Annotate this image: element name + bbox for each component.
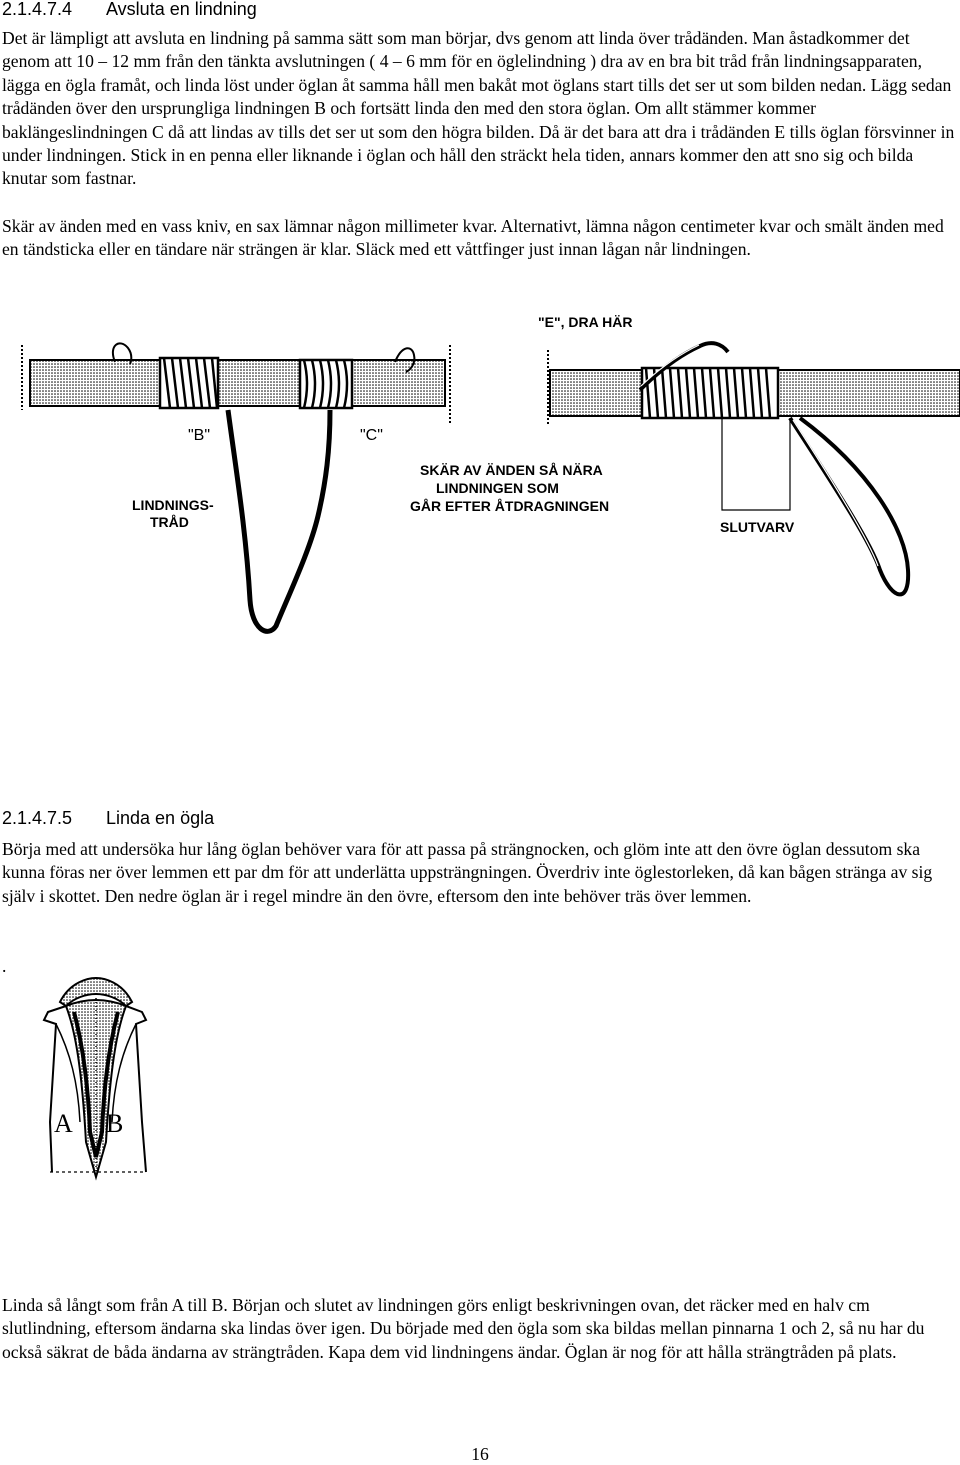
paragraph-dot: . [2, 956, 7, 976]
paragraph-avsluta-2: Skär av änden med en vass kniv, en sax lämnar någon millimeter kvar. Alternativt, lämna någon centimeter kvar och smält änden med en tändsticka eller en tändare när strängen är klar. Släck med ett våttfinger just innan lågan når lindningen. [2, 216, 944, 260]
section-title: Linda en ögla [106, 808, 215, 828]
left-winding-diagram [22, 343, 450, 631]
end-loop [790, 418, 908, 594]
winding-b [160, 358, 218, 408]
label-cut-2: LINDNINGEN SOM [436, 480, 559, 496]
paragraph-ogla-1: Börja med att undersöka hur lång öglan behöver vara för att passa på strängnocken, och glöm inte att den övre öglan dessutom ska kunna föras ner över lemmen ett par dm för att underlätta uppsträngningen. Överdriv inte öglestorleken, då kan bågen stränga av sig själv i skottet. Den nedre öglan är i regel mindre än den övre, eftersom den inte behöver träs över lemmen. [2, 839, 933, 906]
section-number: 2.1.4.7.4 [2, 0, 73, 19]
section-number: 2.1.4.7.5 [2, 808, 73, 828]
label-e: "E", DRA HÄR [538, 314, 633, 330]
cut-end-line [722, 418, 790, 510]
right-winding-diagram [548, 343, 960, 594]
winding-c [300, 360, 352, 408]
label-thread-1: LINDNINGS- [132, 497, 214, 513]
label-cut-3: GÅR EFTER ÅTDRAGNINGEN [410, 498, 610, 514]
paragraph-linda: Linda så långt som från A till B. Början och slutet av lindningen görs enligt beskrivningen ovan, det räcker med en halv cm slutlindning, eftersom ändarna ska lindas över igen. Du började med den ögla som ska bildas mellan pinnarna 1 och 2, så nu har du också säkrat de båda ändarna av strängtråden. Kapa dem vid lindningens ändar. Öglan är nog för att hålla strängtråden på plats. [2, 1295, 925, 1362]
label-c: "C" [360, 427, 383, 444]
winding-end-figure [0, 300, 960, 650]
label-cut-1: SKÄR AV ÄNDEN SÅ NÄRA [420, 462, 603, 478]
thread-loop [228, 410, 330, 631]
page-number: 16 [471, 1444, 489, 1464]
label-thread-2: TRÅD [150, 514, 189, 530]
label-end: SLUTVARV [720, 519, 795, 535]
paragraph-avsluta-1: Det är lämpligt att avsluta en lindning på samma sätt som man börjar, dvs genom att linda över trådänden. Man åstadkommer det genom att 10 – 12 mm från den tänkta avslutningen ( 4 – 6 mm för en öglelindning ) dra av en bra bit tråd från lindningsapparaten, lägga en ögla framåt, och linda löst under öglan åt samma håll men bakåt mot öglans start tills det ser ut som bilden nedan. Lägg sedan trådänden över den ursprungliga lindningen B och fortsätt linda den med den stora öglan. Om allt stämmer kommer baklängeslindningen C då att lindas av tills det ser ut som den högra bilden. Då är det bara att dra i trådänden E tills öglan försvinner in under lindningen. Stick in en penna eller liknande i öglan och håll den sträckt hela tiden, annars kommer den att sno sig och bilda knutar som fastnar. [2, 28, 955, 189]
winding-final [642, 368, 778, 418]
label-b: "B" [188, 427, 211, 444]
section-heading-avsluta [2, 0, 257, 20]
label-b-loop: B [106, 1109, 124, 1138]
loop-figure [30, 972, 180, 1202]
section-heading-ogla [2, 807, 214, 829]
loop-outline [44, 978, 146, 1177]
label-a: A [54, 1109, 73, 1138]
section-title: Avsluta en lindning [106, 0, 257, 19]
